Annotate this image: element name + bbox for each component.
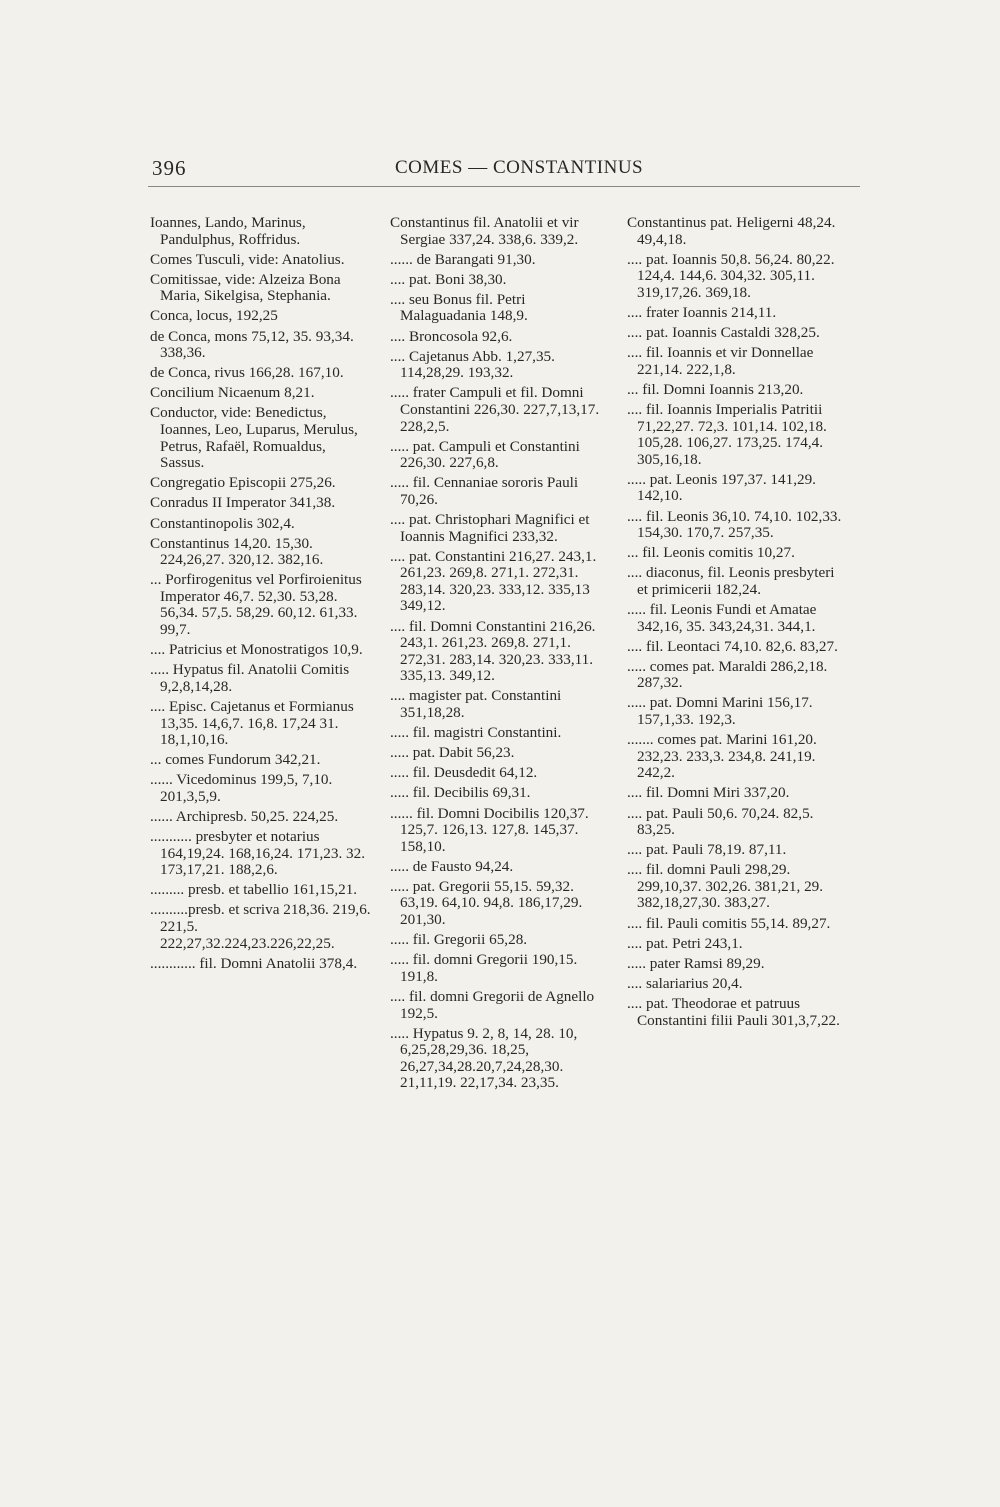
index-entry: .... fil. Domni Constantini 216,26. 243,1. 261,23. 269,8. 271,1. 272,31. 283,14. 320,23. 333,11. 335,13. 349,12. [390,617,596,685]
index-entry: Conca, locus, 192,25 [150,307,278,325]
index-entry: ..........presb. et scriva 218,36. 219,6. 221,5. 222,27,32.224,23.226,22,25. [150,901,371,952]
index-entry: .... fil. Ioannis et vir Donnellae 221,14. 222,1,8. [627,344,814,378]
index-entry: ..... frater Campuli et fil. Domni Constantini 226,30. 227,7,13,17. 228,2,5. [390,384,600,435]
index-entry: ..... Hypatus fil. Anatolii Comitis 9,2,8,14,28. [150,661,350,695]
index-entry: ..... comes pat. Maraldi 286,2,18. 287,32. [627,657,828,692]
index-entry: Comes Tusculi, vide: Anatolius. [150,250,345,268]
index-entry: .... Patricius et Monostratigos 10,9. [150,641,363,659]
index-entry: ..... pat. Dabit 56,23. [390,744,515,762]
index-entry: ... comes Fundorum 342,21. [150,751,321,769]
index-entry: Constantinopolis 302,4. [150,514,295,532]
index-entry: Conradus II Imperator 341,38. [150,494,336,512]
index-entry: .... pat. Boni 38,30. [390,270,507,288]
index-entry: .... magister pat. Constantini 351,18,28. [390,687,562,722]
index-entry: .... diaconus, fil. Leonis presbyteri et primicerii 182,24. [627,564,835,598]
index-entry: .... fil. Ioannis Imperialis Patritii 71,22,27. 72,3. 101,14. 102,18. 105,28. 106,27. 173,25. 174,4. 305,16,18. [627,400,827,468]
index-entry: .... seu Bonus fil. Petri Malaguadania 148,9. [390,290,528,325]
index-entry: ...... Archipresb. 50,25. 224,25. [150,808,339,825]
index-entry: ........... presbyter et notarius 164,19,24. 168,16,24. 171,23. 32. 173,17,21. 188,2,6. [150,828,366,879]
index-entry: Concilium Nicaenum 8,21. [150,384,315,402]
index-entry: .... Episc. Cajetanus et Formianus 13,35. 14,6,7. 16,8. 17,24 31. 18,1,10,16. [150,697,354,749]
index-entry: ...... fil. Domni Docibilis 120,37. 125,7. 126,13. 127,8. 145,37. 158,10. [390,804,589,855]
index-entry: Conductor, vide: Benedictus, Ioannes, Leo, Luparus, Merulus, Petrus, Rafaël, Romualdus, Sassus. [150,404,358,472]
index-entry: .... fil. Leonis 36,10. 74,10. 102,33. 154,30. 170,7. 257,35. [627,507,842,542]
index-entry: Congregatio Episcopii 275,26. [150,474,336,492]
index-entry: ..... pat. Leonis 197,37. 141,29. 142,10. [627,470,816,505]
index-entry: Constantinus pat. Heligerni 48,24. 49,4,18. [627,214,836,248]
index-entry: ..... fil. domni Gregorii 190,15. 191,8. [390,951,578,985]
index-entry: ..... pat. Campuli et Constantini 226,30. 227,6,8. [390,437,580,472]
index-entry: .... pat. Constantini 216,27. 243,1. 261,23. 269,8. 271,1. 272,31. 283,14. 320,23. 333,12. 335,13 349,12. [390,547,597,615]
index-entry: .... fil. domni Gregorii de Agnello 192,5. [390,987,595,1022]
index-entry: Constantinus 14,20. 15,30. 224,26,27. 320,12. 382,16. [150,534,324,569]
index-entry: ... Porfirogenitus vel Porfiroienitus Imperator 46,7. 52,30. 53,28. 56,34. 57,5. 58,29. 60,12. 61,33. 99,7. [150,571,362,639]
index-entry: ..... pat. Gregorii 55,15. 59,32. 63,19. 64,10. 94,8. 186,17,29. 201,30. [390,877,583,929]
page-number: 396 [152,156,187,180]
index-entry: ............ fil. Domni Anatolii 378,4. [150,954,358,972]
index-entry: .... fil. Leontaci 74,10. 82,6. 83,27. [627,637,838,655]
index-entry: .... pat. Christophari Magnifici et Ioannis Magnifici 233,32. [390,511,590,545]
index-entry: ... fil. Leonis comitis 10,27. [627,544,795,562]
index-entry: ......... presb. et tabellio 161,15,21. [150,881,358,899]
header-rule [148,186,860,187]
index-entry: ..... pat. Domni Marini 156,17. 157,1,33. 192,3. [627,694,813,729]
index-entry: ...... de Barangati 91,30. [390,250,536,268]
index-entry: .... pat. Pauli 50,6. 70,24. 82,5. 83,25. [627,804,814,839]
index-entry: Comitissae, vide: Alzeiza Bona Maria, Sikelgisa, Stephania. [150,270,341,305]
index-entry: .... salariarius 20,4. [627,974,743,992]
index-entry: ...... Vicedominus 199,5, 7,10. 201,3,5,9. [150,771,333,805]
index-entry: de Conca, mons 75,12, 35. 93,34. 338,36. [150,327,354,362]
index-entry: ..... fil. Decibilis 69,31. [390,784,531,802]
index-column-3 [627,215,849,1033]
index-entry: .... fil. Pauli comitis 55,14. 89,27. [627,914,831,932]
index-entry: ..... Hypatus 9. 2, 8, 14, 28. 10, 6,25,28,29,36. 18,25, 26,27,34,28.20,7,24,28,30. 21,11,19. 22,17,34. 23,35. [390,1024,578,1092]
index-entry: ..... fil. Leonis Fundi et Amatae 342,16, 35. 343,24,31. 344,1. [627,600,817,635]
index-entry: .... pat. Theodorae et patruus Constantini filii Pauli 301,3,7,22. [627,994,840,1029]
index-entry: Ioannes, Lando, Marinus, Pandulphus, Roffridus. [150,214,306,248]
index-entry: .... pat. Pauli 78,19. 87,11. [627,841,787,859]
index-entry: .... Broncosola 92,6. [390,327,513,345]
index-entry: .... Cajetanus Abb. 1,27,35. 114,28,29. 193,32. [390,347,555,382]
index-entry: ..... fil. magistri Constantini. [390,724,562,742]
running-title: COMES — CONSTANTINUS [395,157,644,178]
index-column-2 [390,215,612,1096]
index-entry: ..... pater Ramsi 89,29. [627,954,765,972]
index-entry: .... fil. Domni Miri 337,20. [627,784,790,802]
index-entry: .... fil. domni Pauli 298,29. 299,10,37. 302,26. 381,21, 29. 382,18,27,30. 383,27. [627,861,824,912]
index-column-1 [150,215,372,976]
index-entry: .... pat. Petri 243,1. [627,934,743,952]
index-entry: Constantinus fil. Anatolii et vir Sergiae 337,24. 338,6. 339,2. [390,214,579,248]
index-entry: ..... fil. Cennaniae sororis Pauli 70,26. [390,474,579,508]
index-entry: ..... de Fausto 94,24. [390,857,514,875]
index-entry: ..... fil. Deusdedit 64,12. [390,764,538,782]
index-entry: ... fil. Domni Ioannis 213,20. [627,380,804,398]
index-entry: ....... comes pat. Marini 161,20. 232,23. 233,3. 234,8. 241,19. 242,2. [627,731,817,782]
index-entry: .... frater Ioannis 214,11. [627,303,777,321]
index-entry: .... pat. Ioannis Castaldi 328,25. [627,324,820,342]
index-entry: .... pat. Ioannis 50,8. 56,24. 80,22. 124,4. 144,6. 304,32. 305,11. 319,17,26. 369,18. [627,250,835,301]
index-entry: ..... fil. Gregorii 65,28. [390,931,528,949]
index-entry: de Conca, rivus 166,28. 167,10. [150,364,344,382]
